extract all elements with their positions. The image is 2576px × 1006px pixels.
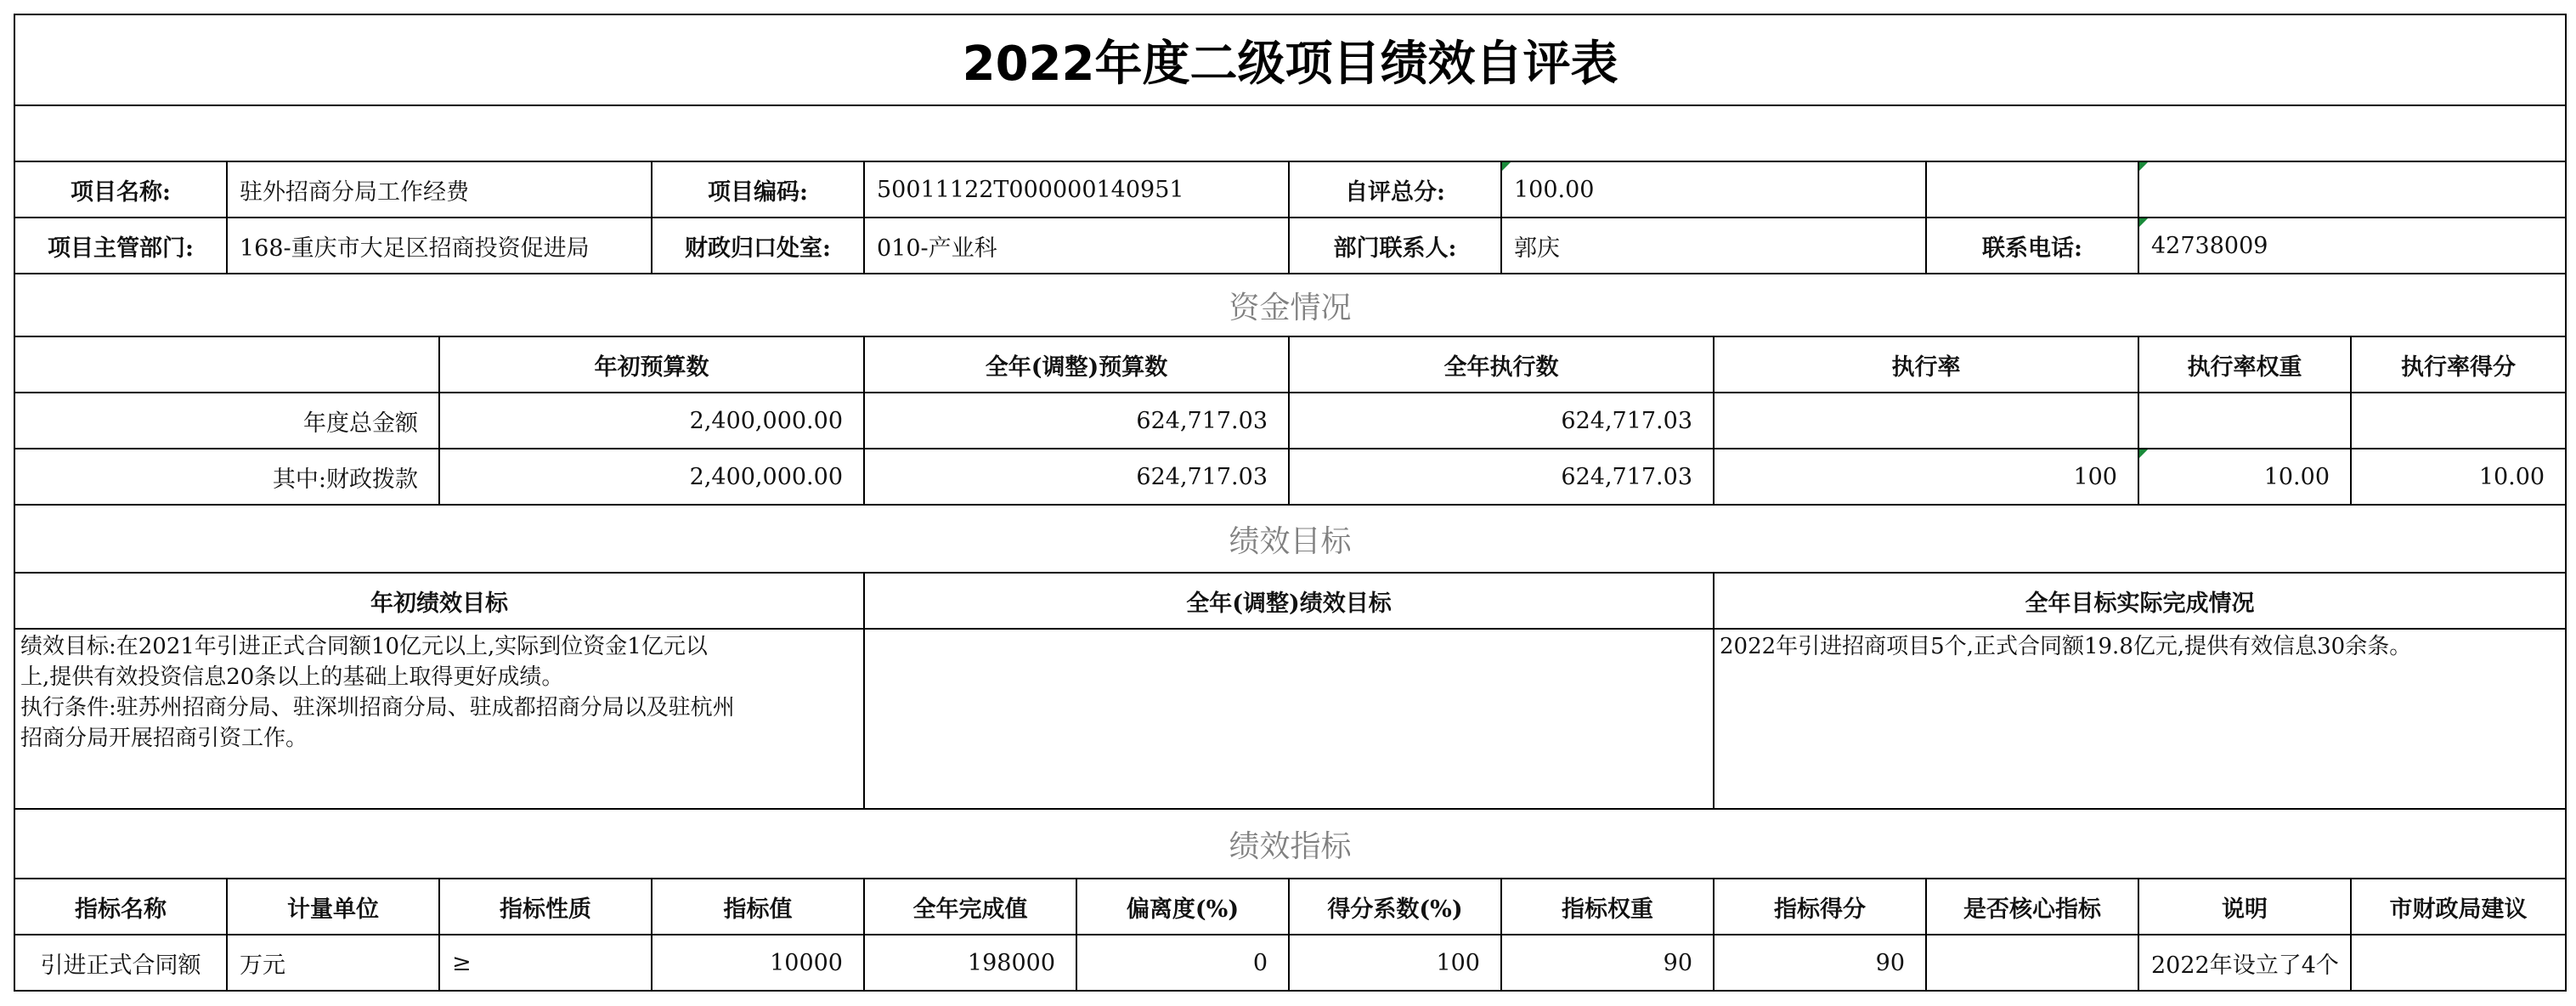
indicator-core-cell[interactable] (1926, 935, 2138, 991)
funds-rate-cell[interactable]: 100 (1714, 449, 2138, 505)
finance-office-value[interactable]: 010-产业科 (864, 218, 1289, 274)
indicator-header-coefficient[interactable]: 得分系数(%) (1289, 879, 1501, 935)
funds-initial-cell[interactable]: 2,400,000.00 (439, 393, 864, 449)
funds-header-adjusted[interactable]: 全年(调整)预算数 (864, 336, 1289, 393)
goals-header-initial[interactable]: 年初绩效目标 (14, 573, 864, 629)
dept-value[interactable]: 168-重庆市大足区招商投资促进局 (227, 218, 652, 274)
indicator-header-unit[interactable]: 计量单位 (227, 879, 439, 935)
actual-completion-text[interactable]: 2022年引进招商项目5个,正式合同额19.8亿元,提供有效信息30余条。 (1714, 629, 2566, 809)
funds-adjusted-cell[interactable]: 624,717.03 (864, 449, 1289, 505)
funds-header-executed[interactable]: 全年执行数 (1289, 336, 1714, 393)
sheet-title[interactable]: 2022年度二级项目绩效自评表 (14, 14, 2566, 105)
empty-cell[interactable] (2138, 161, 2566, 218)
funds-adjusted-cell[interactable]: 624,717.03 (864, 393, 1289, 449)
indicator-suggestion-cell[interactable] (2351, 935, 2566, 991)
phone-label[interactable]: 联系电话: (1926, 218, 2138, 274)
goals-section-title[interactable]: 绩效目标 (14, 505, 2566, 573)
funds-score-cell[interactable]: 10.00 (2351, 449, 2566, 505)
funds-executed-cell[interactable]: 624,717.03 (1289, 449, 1714, 505)
self-score-label[interactable]: 自评总分: (1289, 161, 1501, 218)
contact-label[interactable]: 部门联系人: (1289, 218, 1501, 274)
indicator-unit-cell[interactable]: 万元 (227, 935, 439, 991)
project-code-value[interactable]: 50011122T000000140951 (864, 161, 1289, 218)
funds-weight-cell[interactable]: 10.00 (2138, 449, 2351, 505)
adjusted-goal-text[interactable] (864, 629, 1714, 809)
indicator-header-target[interactable]: 指标值 (652, 879, 864, 935)
indicator-header-suggestion[interactable]: 市财政局建议 (2351, 879, 2566, 935)
indicator-target-cell[interactable]: 10000 (652, 935, 864, 991)
indicator-deviation-cell[interactable]: 0 (1076, 935, 1289, 991)
funds-header-rate[interactable]: 执行率 (1714, 336, 2138, 393)
funds-row-label[interactable]: 其中:财政拨款 (14, 449, 439, 505)
initial-goal-text[interactable]: 绩效目标:在2021年引进正式合同额10亿元以上,实际到位资金1亿元以 上,提供有效投资信息20条以上的基础上取得更好成绩。 执行条件:驻苏州招商分局、驻深圳招商分局、驻成都招商分局以及驻杭州 招商分局开展招商引资工作。 (14, 629, 864, 809)
funds-score-cell[interactable] (2351, 393, 2566, 449)
indicator-header-name[interactable]: 指标名称 (14, 879, 227, 935)
dept-label[interactable]: 项目主管部门: (14, 218, 227, 274)
indicator-header-nature[interactable]: 指标性质 (439, 879, 652, 935)
phone-value[interactable]: 42738009 (2138, 218, 2566, 274)
empty-cell[interactable] (1926, 161, 2138, 218)
finance-office-label[interactable]: 财政归口处室: (652, 218, 864, 274)
funds-executed-cell[interactable]: 624,717.03 (1289, 393, 1714, 449)
self-evaluation-sheet (14, 14, 2567, 992)
goals-header-actual[interactable]: 全年目标实际完成情况 (1714, 573, 2566, 629)
indicator-score-cell[interactable]: 90 (1714, 935, 1926, 991)
indicator-nature-cell[interactable]: ≥ (439, 935, 652, 991)
self-score-value[interactable]: 100.00 (1501, 161, 1926, 218)
funds-rate-cell[interactable] (1714, 393, 2138, 449)
funds-header-initial[interactable]: 年初预算数 (439, 336, 864, 393)
funds-weight-cell[interactable] (2138, 393, 2351, 449)
funds-header-weight[interactable]: 执行率权重 (2138, 336, 2351, 393)
indicator-header-weight[interactable]: 指标权重 (1501, 879, 1714, 935)
indicator-actual-cell[interactable]: 198000 (864, 935, 1076, 991)
funds-header-blank[interactable] (14, 336, 439, 393)
project-code-label[interactable]: 项目编码: (652, 161, 864, 218)
indicator-header-core[interactable]: 是否核心指标 (1926, 879, 2138, 935)
funds-header-score[interactable]: 执行率得分 (2351, 336, 2566, 393)
funds-section-title[interactable]: 资金情况 (14, 274, 2566, 336)
indicator-header-note[interactable]: 说明 (2138, 879, 2351, 935)
contact-value[interactable]: 郭庆 (1501, 218, 1926, 274)
project-name-value[interactable]: 驻外招商分局工作经费 (227, 161, 652, 218)
indicator-coefficient-cell[interactable]: 100 (1289, 935, 1501, 991)
indicator-header-score[interactable]: 指标得分 (1714, 879, 1926, 935)
funds-initial-cell[interactable]: 2,400,000.00 (439, 449, 864, 505)
indicator-note-cell[interactable]: 2022年设立了4个 (2138, 935, 2351, 991)
indicator-header-actual[interactable]: 全年完成值 (864, 879, 1076, 935)
indicator-weight-cell[interactable]: 90 (1501, 935, 1714, 991)
indicator-name-cell[interactable]: 引进正式合同额 (14, 935, 227, 991)
blank-row[interactable] (14, 105, 2566, 161)
funds-row-label[interactable]: 年度总金额 (14, 393, 439, 449)
indicators-section-title[interactable]: 绩效指标 (14, 809, 2566, 879)
goals-header-adjusted[interactable]: 全年(调整)绩效目标 (864, 573, 1714, 629)
indicator-header-deviation[interactable]: 偏离度(%) (1076, 879, 1289, 935)
project-name-label[interactable]: 项目名称: (14, 161, 227, 218)
